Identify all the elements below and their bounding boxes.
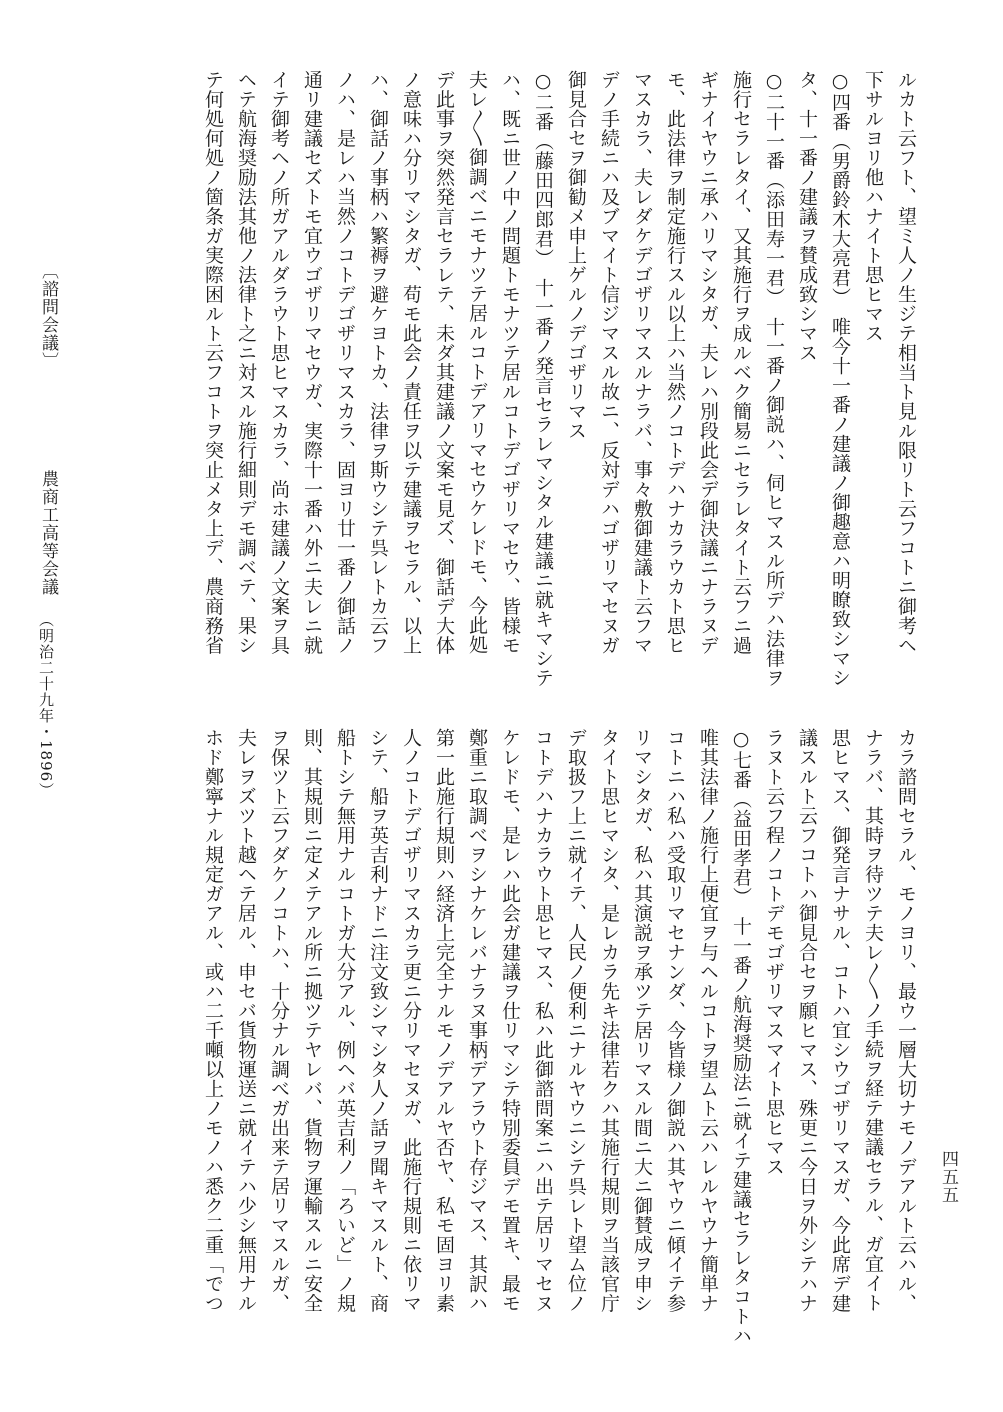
text-line: ノ意味ハ分リマシタガ、苟モ此会ノ責任ヲ以テ建議ヲセラル、以上 bbox=[400, 70, 422, 655]
lower-text-block bbox=[82, 728, 922, 1348]
text-line: コトデハナカラウト思ヒマス、私ハ此御諮問案ニハ出テ居リマセヌ bbox=[532, 728, 554, 1313]
text-line: デ此事ヲ突然発言セラレテ、未ダ其建議ノ文案モ見ズ、御話デ大体 bbox=[433, 70, 455, 655]
text-line: 議スルト云フコトハ御見合セヲ願ヒマス、殊更ニ今日ヲ外シテハナ bbox=[796, 728, 818, 1313]
running-header-year: （明治二十九年・1896） bbox=[37, 612, 55, 799]
text-line: ケレドモ、是レハ此会ガ建議ヲ仕リマシテ特別委員デモ置キ、最モ bbox=[499, 728, 521, 1313]
text-line: ナラバ、其時ヲ待ツテ夫レ〳〵ノ手続ヲ経テ建議セラル、ガ宜イト bbox=[862, 728, 884, 1313]
running-header-section: 〔諮問会議〕 bbox=[38, 262, 58, 370]
running-header-publication: 農商工高等会議 bbox=[38, 470, 58, 596]
text-line: 御見合セヲ御勧メ申上ゲルノデゴザリマス bbox=[565, 70, 587, 441]
text-line: 施行セラレタイ、又其施行ヲ成ルベク簡易ニセラレタイト云フニ過 bbox=[730, 70, 752, 655]
text-line: 夫レ〳〵御調べニモナツテ居ルコトデアリマセウケレドモ、今此処 bbox=[466, 70, 488, 655]
text-line: 第一此施行規則ハ経済上完全ナルモノデアルヤ否ヤ、私モ固ヨリ素 bbox=[433, 728, 455, 1313]
text-line: ハ、御話ノ事柄ハ繁褥ヲ避ケヨトカ、法律ヲ斯ウシテ呉レトカ云フ bbox=[367, 70, 389, 655]
text-line: ○二番（藤田四郎君） 十一番ノ発言セラレマシタル建議ニ就キマシテ bbox=[532, 70, 554, 688]
text-line: ○二十一番（添田寿一君） 十一番ノ御説ハ、伺ヒマスル所デハ法律ヲ bbox=[763, 70, 785, 688]
text-line: タ、十一番ノ建議ヲ賛成致シマス bbox=[796, 70, 818, 363]
text-line: 鄭重ニ取調べヲシナケレバナラヌ事柄デアラウト存ジマス、其訳ハ bbox=[466, 728, 488, 1313]
text-line: ホド鄭寧ナル規定ガアル、或ハ二千噸以上ノモノハ悉ク二重「でつ bbox=[202, 728, 224, 1313]
text-line: ハ、既ニ世ノ中ノ問題トモナツテ居ルコトデゴザリマセウ、皆様モ bbox=[499, 70, 521, 655]
text-line: テ何処何処ノ箇条ガ実際困ルト云フコトヲ突止メタ上デ、農商務省 bbox=[202, 70, 224, 655]
text-line: ルカト云フト、望ミ人ノ生ジテ相当ト見ル限リト云フコトニ御考ヘ bbox=[895, 70, 917, 655]
text-line: カラ諮問セラル、モノヨリ、最ウ一層大切ナモノデアルト云ハル、 bbox=[895, 728, 917, 1313]
text-line: ラヌト云フ程ノコトデモゴザリマスマイト思ヒマス bbox=[763, 728, 785, 1177]
text-line: ギナイヤウニ承ハリマシタガ、夫レハ別段此会デ御決議ニナラヌデ bbox=[697, 70, 719, 655]
text-line: 人ノコトデゴザリマスカラ更ニ分リマセヌガ、此施行規則ニ依リマ bbox=[400, 728, 422, 1313]
text-line: 夫レヲズツト越ヘテ居ル、申セバ貨物運送ニ就イテハ少シ無用ナル bbox=[235, 728, 257, 1313]
text-line: ノハ、是レハ当然ノコトデゴザリマスカラ、固ヨリ廿一番ノ御話ノ bbox=[334, 70, 356, 655]
page-number: 四五五 bbox=[938, 1150, 958, 1204]
text-line: 則、其規則ニ定メテアル所ニ拠ツテヤレバ、貨物ヲ運輸スルニ安全 bbox=[301, 728, 323, 1313]
text-line: ヲ保ツト云フダケノコトハ、十分ナル調べガ出来テ居リマスルガ、 bbox=[268, 728, 290, 1313]
text-line: デノ手続ニハ及ブマイト信ジマスル故ニ、反対デハゴザリマセヌガ bbox=[598, 70, 620, 655]
text-line: 下サルヨリ他ハナイト思ヒマス bbox=[862, 70, 884, 343]
text-line: デ取扱フ上ニ就イテ、人民ノ便利ニナルヤウニシテ呉レト望ム位ノ bbox=[565, 728, 587, 1313]
text-line: リマシタガ、私ハ其演説ヲ承ツテ居リマスル間ニ大ニ御賛成ヲ申シ bbox=[631, 728, 653, 1313]
text-line: モ、此法律ヲ制定施行スル以上ハ当然ノコトデハナカラウカト思ヒ bbox=[664, 70, 686, 655]
text-line: 通リ建議セズトモ宜ウゴザリマセウガ、実際十一番ハ外ニ夫レニ就 bbox=[301, 70, 323, 655]
text-line: マスカラ、夫レダケデゴザリマスルナラバ、事々敷御建議ト云フマ bbox=[631, 70, 653, 655]
text-line: コトニハ私ハ受取リマセナンダ、今皆様ノ御説ハ其ヤウニ傾イテ参 bbox=[664, 728, 686, 1313]
text-line: ○七番（益田孝君） 十一番ノ航海奨励法ニ就イテ建議セラレタコトハ bbox=[730, 728, 752, 1346]
text-line: 唯其法律ノ施行上便宜ヲ与ヘルコトヲ望ムト云ハレルヤウナ簡単ナ bbox=[697, 728, 719, 1313]
text-line: シテ、船ヲ英吉利ナドニ注文致シマシタ人ノ話ヲ聞キマスルト、商 bbox=[367, 728, 389, 1313]
text-line: タイト思ヒマシタ、是レカラ先キ法律若クハ其施行規則ヲ当該官庁 bbox=[598, 728, 620, 1313]
text-line: 船トシテ無用ナルコトガ大分アル、例ヘバ英吉利ノ「ろいど」ノ規 bbox=[334, 728, 356, 1313]
text-line: 思ヒマス、御発言ナサル、コトハ宜シウゴザリマスガ、今此席デ建 bbox=[829, 728, 851, 1313]
text-line: ○四番（男爵鈴木大亮君） 唯今十一番ノ建議ノ御趣意ハ明瞭致シマシ bbox=[829, 70, 851, 688]
text-line: イテ御考ヘノ所ガアルダラウト思ヒマスカラ、尚ホ建議ノ文案ヲ具 bbox=[268, 70, 290, 655]
text-line: ヘテ航海奨励法其他ノ法律ト之ニ対スル施行細則デモ調ベテ、果シ bbox=[235, 70, 257, 655]
upper-text-block bbox=[82, 70, 922, 690]
